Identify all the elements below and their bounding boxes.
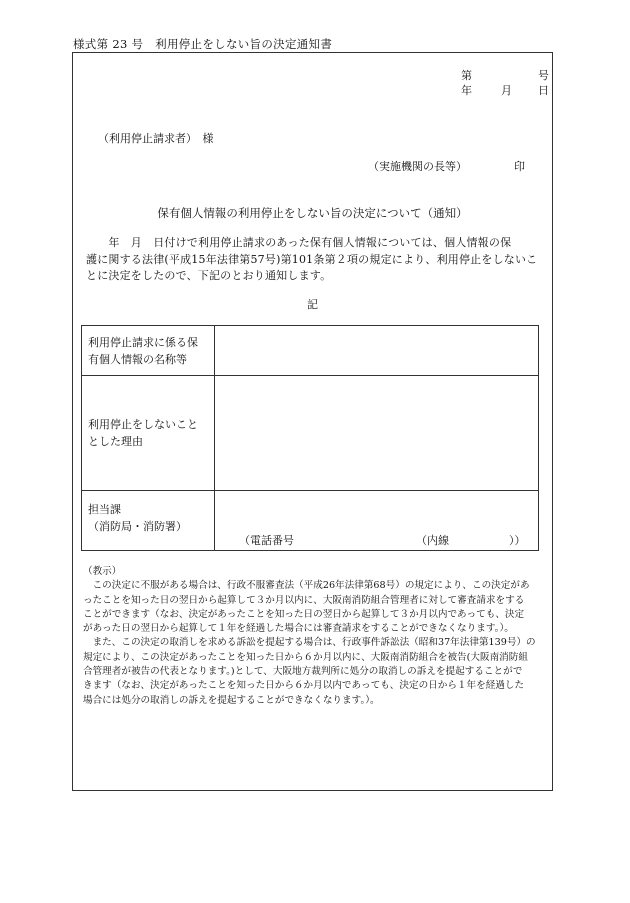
extension-label: （内線 (416, 534, 449, 547)
phone-label: （電話番号 (239, 534, 294, 547)
notes-line: この決定に不服がある場合は、行政不服審査法（平成26年法律第68号）の規定により、この決定があ (92, 580, 530, 592)
notes-line: きます（なお、決定があったことを知った日から６か月以内であっても、決定の日から１年を経過した (83, 680, 525, 692)
notes-line: ったことを知った日の翌日から起算して３か月以内に、大阪南消防組合管理者に対して審査請求をする (83, 594, 525, 606)
department-label: 担当課 （消防局・消防署） (82, 491, 215, 551)
date-year: 年 (461, 84, 472, 97)
notes-line: また、この決定の取消しを求める訴訟を提起する場合は、行政事件訴訟法（昭和37年法律第139号）の (92, 637, 536, 649)
info-name-label: 利用停止請求に係る保 有個人情報の名称等 (82, 326, 215, 376)
table-row (82, 376, 539, 491)
notes-line: ことができます（なお、決定があったことを知った日の翌日から起算して３か月以内であっても、決定 (83, 608, 525, 620)
notes-line: があった日の翌日から起算して１年を経過した場合には審査請求をすることができなくなります。）。 (83, 623, 514, 635)
notes-line: 規定により、この決定があったことを知った日から６か月以内に、大阪南消防組合を被告(大阪南消防組 (83, 651, 528, 663)
notes-heading: （教示） (83, 566, 122, 577)
extension-close: ）） (509, 534, 526, 547)
appeal-instructions (83, 565, 549, 708)
details-table (81, 325, 539, 551)
table-row (82, 491, 539, 551)
notice-body (86, 235, 548, 285)
date-day: 日 (538, 84, 549, 97)
date-month: 月 (501, 84, 512, 97)
phone-row (221, 532, 532, 548)
table-row (82, 326, 539, 376)
reason-value (215, 376, 539, 491)
body-line: 護に関する法律(平成15年法律第57号)第101条第２項の規定により、利用停止をしないこ (86, 252, 538, 266)
body-line: とに決定をしたので、下記のとおり通知します。 (86, 269, 332, 282)
notice-frame (72, 52, 553, 791)
reason-label: 利用停止をしないこと とした理由 (82, 376, 215, 491)
info-name-value (215, 326, 539, 376)
notes-line: 合管理者が被告の代表となります。)として、大阪地方裁判所に処分の取消しの訴えを提起することがで (83, 666, 523, 678)
ki-heading: 記 (307, 298, 318, 311)
issuer (368, 158, 525, 174)
department-value (215, 491, 539, 551)
document-number-suffix: 号 (538, 69, 549, 82)
recipient: （利用停止請求者） 様 (98, 132, 214, 145)
seal-mark: 印 (514, 160, 525, 173)
notice-title: 保有個人情報の利用停止をしない旨の決定について（通知） (157, 206, 468, 220)
issuer-name: （実施機関の長等） (368, 160, 467, 173)
body-line: 年 月 日付けで利用停止請求のあった保有個人情報については、個人情報の保 (86, 236, 512, 249)
notes-line: 場合には処分の取消しの訴えを提起することができなくなります。）。 (83, 694, 380, 706)
form-number-title: 様式第 23 号 利用停止をしない旨の決定通知書 (73, 37, 333, 51)
document-number-prefix: 第 (461, 69, 472, 82)
